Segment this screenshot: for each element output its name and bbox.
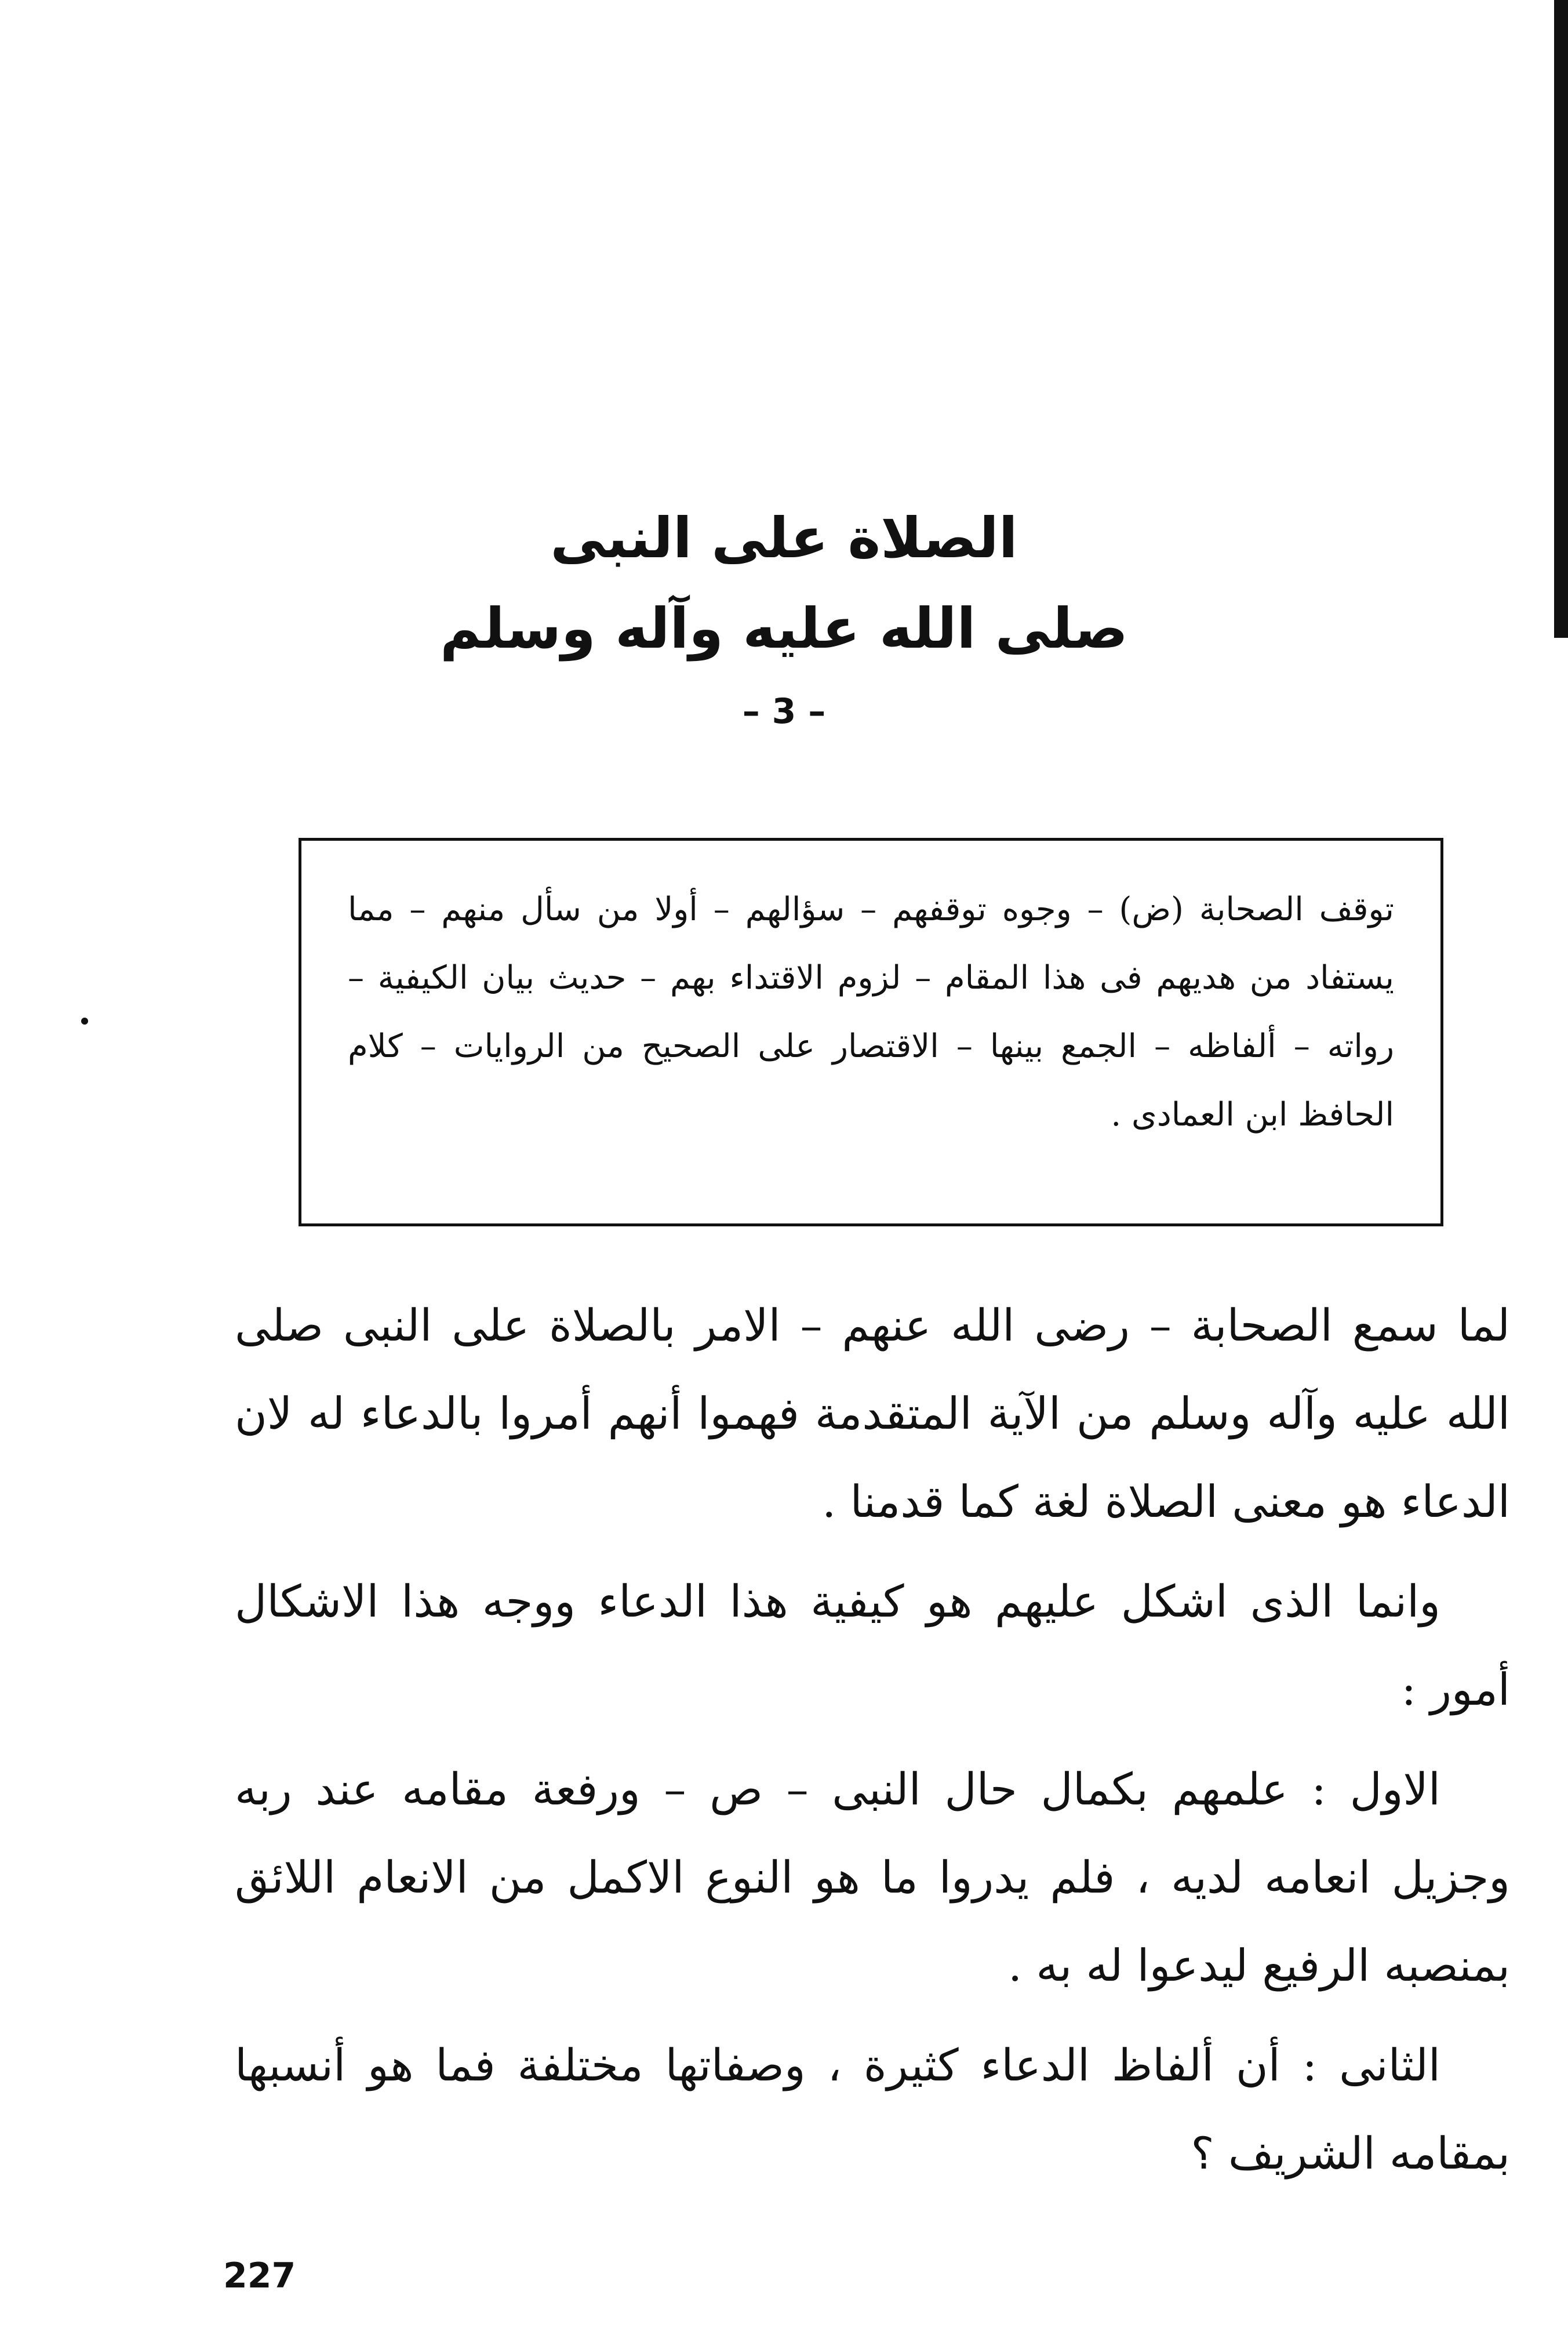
paragraph-3: الاول : علمهم بكمال حال النبى – ص – ورفعة مقامه عند ربه وجزيل انعامه لديه ، فلم يدروا ما هو النوع الاكمل من الانعام اللائق بمنصبه الرفيع ليدعوا له به . xyxy=(235,1763,1510,1991)
chapter-summary-box xyxy=(299,838,1443,1226)
chapter-title-line-1: الصلاة على النبى xyxy=(550,506,1018,571)
part-number: – 3 – xyxy=(742,691,826,732)
scan-speck xyxy=(81,1018,88,1025)
chapter-summary-text: توقف الصحابة (ض) – وجوه توقفهم – سؤالهم – أولا من سأل منهم – مما يستفاد من هديهم فى هذا المقام – لزوم الاقتداء بهم – حديث بيان الكيفية – رواته – ألفاظه – الجمع بينها – الاقتصار على الصحيح من الروايات – كلام الحافظ ابن العمادى . xyxy=(348,891,1394,1134)
body-text xyxy=(235,1281,1510,2209)
paragraph-4: الثانى : أن ألفاظ الدعاء كثيرة ، وصفاتها مختلفة فما هو أنسبها بمقامه الشريف ؟ xyxy=(235,2039,1510,2179)
chapter-title xyxy=(0,506,1568,732)
chapter-title-line-2: صلى الله عليه وآله وسلم xyxy=(440,596,1128,661)
paragraph-2: وانما الذى اشكل عليهم هو كيفية هذا الدعاء ووجه هذا الاشكال أمور : xyxy=(235,1575,1510,1715)
paragraph-1: لما سمع الصحابة – رضى الله عنهم – الامر بالصلاة على النبى صلى الله عليه وآله وسلم من الآية المتقدمة فهموا أنهم أمروا بالدعاء له لان الدعاء هو معنى الصلاة لغة كما قدمنا . xyxy=(235,1299,1510,1527)
page-number: 227 xyxy=(223,2256,296,2296)
